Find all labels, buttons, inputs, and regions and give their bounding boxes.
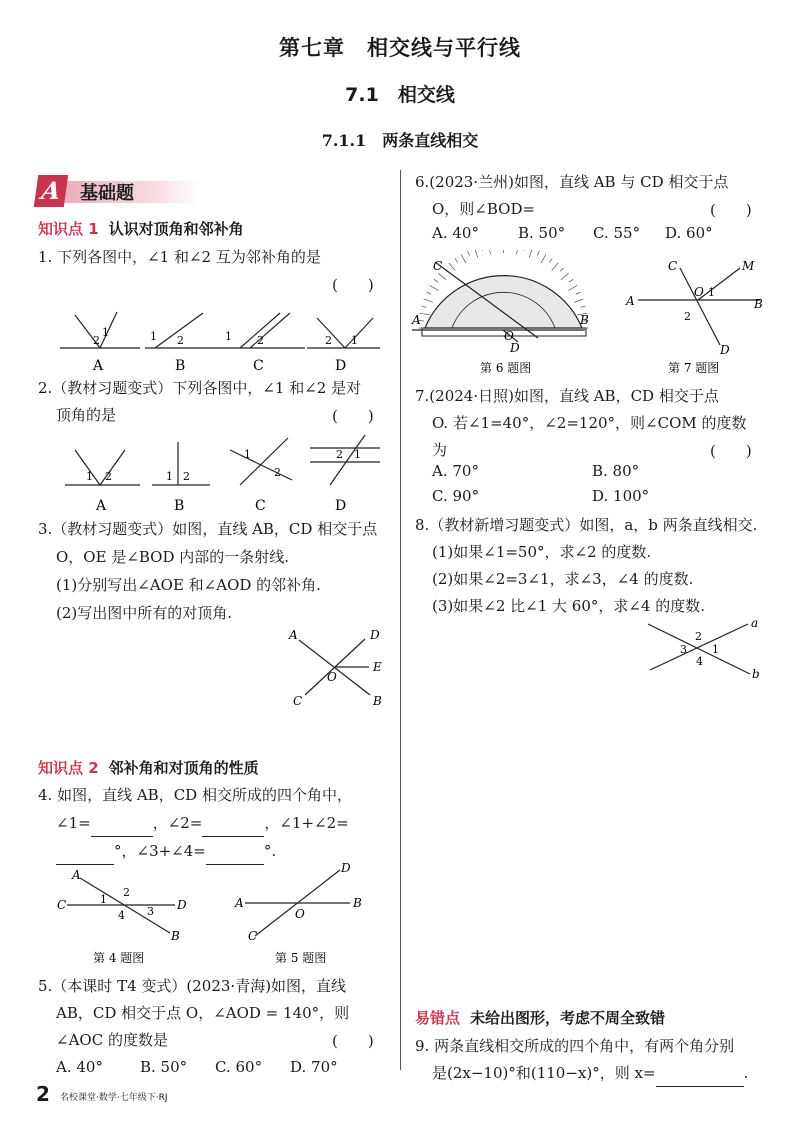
svg-text:C: C xyxy=(433,259,443,273)
svg-text:C: C xyxy=(668,259,678,273)
q7-option-a[interactable]: A. 70° xyxy=(432,462,479,480)
q1-option-c: C xyxy=(253,358,264,374)
q5-option-a[interactable]: A. 40° xyxy=(56,1058,103,1076)
q3-sub1: (1)分别写出∠AOE 和∠AOD 的邻补角. xyxy=(56,576,321,594)
q2-line1: 2.（教材习题变式）下列各图中，∠1 和∠2 是对 xyxy=(38,379,362,397)
svg-text:1: 1 xyxy=(150,330,157,343)
svg-text:D: D xyxy=(720,343,730,357)
q6-answer-paren[interactable]: ( ) xyxy=(710,201,752,219)
svg-text:O: O xyxy=(327,670,337,684)
q2-figure-d xyxy=(310,435,380,485)
svg-text:1: 1 xyxy=(244,448,251,461)
kp1-tag: 知识点 1 xyxy=(38,220,99,238)
kp2-tag: 知识点 2 xyxy=(38,759,99,777)
q1-figure-c xyxy=(225,313,305,348)
q7-figure xyxy=(620,250,790,380)
svg-text:B: B xyxy=(353,896,362,910)
error-point-title: 未给出图形，考虑不周全致错 xyxy=(470,1009,666,1027)
q4-line1: 4. 如图，直线 AB，CD 相交所成的四个角中， xyxy=(38,786,352,804)
banner-letter: A xyxy=(34,175,68,207)
svg-text:1: 1 xyxy=(712,643,719,656)
q2-option-d: D xyxy=(335,498,347,514)
q1-answer-paren[interactable]: ( ) xyxy=(332,276,374,294)
svg-text:A: A xyxy=(289,628,298,642)
svg-text:4: 4 xyxy=(118,909,125,922)
svg-text:1: 1 xyxy=(351,334,358,347)
banner-text: 基础题 xyxy=(80,183,134,204)
q1-figure-d xyxy=(307,318,380,348)
q5-figure xyxy=(234,861,362,943)
q6-option-c[interactable]: C. 55° xyxy=(593,224,641,242)
q7-caption: 第 7 题图 xyxy=(668,361,720,375)
q4-line2: ∠1= ，∠2= ，∠1+∠2= xyxy=(56,811,349,837)
q3-line2: O，OE 是∠BOD 内部的一条射线. xyxy=(56,548,290,566)
svg-text:3: 3 xyxy=(147,905,154,918)
column-divider xyxy=(400,170,401,1070)
svg-text:2: 2 xyxy=(123,886,130,899)
svg-text:C: C xyxy=(57,898,67,912)
kp2-title: 邻补角和对顶角的性质 xyxy=(108,759,259,777)
svg-text:2: 2 xyxy=(336,448,343,461)
chapter-title: 第七章 相交线与平行线 xyxy=(279,36,521,60)
section-title: 7.1 相交线 xyxy=(345,84,455,106)
q1-figure-a xyxy=(60,312,140,348)
q8-sub1: (1)如果∠1=50°，求∠2 的度数. xyxy=(432,543,652,561)
q8-sub3: (3)如果∠2 比∠1 大 60°，求∠4 的度数. xyxy=(432,597,706,615)
svg-text:B: B xyxy=(754,297,763,311)
q2-figure-a xyxy=(65,450,140,485)
q1-option-d: D xyxy=(335,358,347,374)
svg-text:1: 1 xyxy=(166,470,173,483)
q5-option-d[interactable]: D. 70° xyxy=(290,1058,338,1076)
q2-figures xyxy=(60,430,385,515)
svg-text:4: 4 xyxy=(696,655,703,668)
q8-line1: 8.（教材新增习题变式）如图，a，b 两条直线相交. xyxy=(415,516,758,534)
q2-option-a: A xyxy=(96,498,107,514)
q3-figure xyxy=(285,625,395,715)
q4-blank-2[interactable] xyxy=(202,811,264,837)
q5-line2: AB，CD 相交于点 O，∠AOD = 140°，则 xyxy=(56,1004,350,1022)
svg-text:2: 2 xyxy=(257,334,264,347)
q2-line2: 顶角的是 xyxy=(56,406,117,424)
q6-option-b[interactable]: B. 50° xyxy=(518,224,566,242)
page-number: 2 xyxy=(36,1082,50,1106)
q9-blank[interactable] xyxy=(656,1061,744,1087)
svg-text:1: 1 xyxy=(225,330,232,343)
subsection-title: 7.1.1 两条直线相交 xyxy=(321,131,479,150)
q5-answer-paren[interactable]: ( ) xyxy=(332,1032,374,1050)
svg-text:O: O xyxy=(295,907,305,921)
q7-option-d[interactable]: D. 100° xyxy=(592,487,650,505)
q8-sub2: (2)如果∠2=3∠1，求∠3，∠4 的度数. xyxy=(432,570,694,588)
error-point xyxy=(415,1007,665,1028)
q5-option-b[interactable]: B. 50° xyxy=(140,1058,188,1076)
q6-caption: 第 6 题图 xyxy=(480,361,532,375)
svg-text:2: 2 xyxy=(684,310,691,323)
q7-answer-paren[interactable]: ( ) xyxy=(710,442,752,460)
q4-caption: 第 4 题图 xyxy=(93,951,145,965)
svg-text:O: O xyxy=(504,329,514,343)
svg-text:1: 1 xyxy=(86,470,93,483)
svg-text:1: 1 xyxy=(708,286,715,299)
svg-text:1: 1 xyxy=(102,326,109,339)
svg-text:2: 2 xyxy=(695,630,702,643)
q2-option-b: B xyxy=(174,498,185,514)
q5-option-c[interactable]: C. 60° xyxy=(215,1058,263,1076)
svg-text:B: B xyxy=(580,313,589,327)
q4-line3: °，∠3+∠4= °. xyxy=(56,839,276,865)
svg-text:C: C xyxy=(248,929,258,943)
q6-protractor-figure xyxy=(410,250,590,380)
svg-text:1: 1 xyxy=(100,893,107,906)
svg-text:2: 2 xyxy=(325,334,332,347)
svg-text:b: b xyxy=(752,667,760,681)
svg-text:1: 1 xyxy=(354,448,361,461)
q7-line3: 为 xyxy=(432,441,448,459)
svg-text:C: C xyxy=(293,694,303,708)
svg-text:A: A xyxy=(412,313,421,327)
svg-text:D: D xyxy=(510,341,520,355)
q5-line3: ∠AOC 的度数是 xyxy=(56,1031,168,1049)
q6-line2: O，则∠BOD= xyxy=(432,200,536,218)
q7-option-b[interactable]: B. 80° xyxy=(592,462,640,480)
knowledge-point-2 xyxy=(38,757,259,778)
kp1-title: 认识对顶角和邻补角 xyxy=(108,220,244,238)
svg-text:D: D xyxy=(177,898,187,912)
q2-figure-c xyxy=(230,438,292,485)
q5-caption: 第 5 题图 xyxy=(275,951,327,965)
q7-line1: 7.(2024·日照)如图，直线 AB，CD 相交于点 xyxy=(415,387,719,405)
q3-line1: 3.（教材习题变式）如图，直线 AB，CD 相交于点 xyxy=(38,520,378,538)
q7-line2: O. 若∠1=40°，∠2=120°，则∠COM 的度数 xyxy=(432,414,747,432)
q2-figure-b xyxy=(152,442,210,485)
svg-text:E: E xyxy=(373,660,382,674)
basic-questions-banner xyxy=(36,175,206,207)
q3-sub2: (2)写出图中所有的对顶角. xyxy=(56,604,233,622)
svg-text:2: 2 xyxy=(177,334,184,347)
q5-line1: 5.（本课时 T4 变式）(2023·青海)如图，直线 xyxy=(38,977,347,995)
q9-line1: 9. 两条直线相交所成的四个角中，有两个角分别 xyxy=(415,1037,735,1055)
svg-text:a: a xyxy=(751,616,759,630)
footer-text: 名校课堂·数学·七年级下·RJ xyxy=(60,1093,168,1103)
q1-option-b: B xyxy=(175,358,186,374)
q6-line1: 6.(2023·兰州)如图，直线 AB 与 CD 相交于点 xyxy=(415,173,729,191)
svg-text:2: 2 xyxy=(183,470,190,483)
svg-text:O: O xyxy=(694,285,704,299)
svg-text:B: B xyxy=(373,694,382,708)
q8-figure xyxy=(640,612,775,687)
q6-option-a[interactable]: A. 40° xyxy=(432,224,479,242)
q4-q5-figures xyxy=(55,858,385,968)
q1-option-a: A xyxy=(93,358,104,374)
q4-figure xyxy=(57,868,187,943)
svg-text:B: B xyxy=(171,929,180,943)
svg-text:2: 2 xyxy=(105,470,112,483)
svg-text:D: D xyxy=(370,628,380,642)
svg-text:M: M xyxy=(742,259,755,273)
svg-text:2: 2 xyxy=(274,466,281,479)
svg-text:A: A xyxy=(72,868,81,882)
q1-figures xyxy=(55,310,385,375)
q6-option-d[interactable]: D. 60° xyxy=(665,224,713,242)
q9-line2: 是(2x−10)°和(110−x)°，则 x= . xyxy=(432,1061,748,1087)
svg-text:2: 2 xyxy=(93,334,100,347)
q2-answer-paren[interactable]: ( ) xyxy=(332,407,374,425)
svg-text:D: D xyxy=(341,861,351,875)
svg-text:3: 3 xyxy=(680,643,687,656)
error-point-tag: 易错点 xyxy=(415,1009,461,1027)
q7-option-c[interactable]: C. 90° xyxy=(432,487,480,505)
svg-text:A: A xyxy=(626,294,635,308)
q1-figure-b xyxy=(145,313,225,348)
svg-text:A: A xyxy=(235,896,244,910)
q2-option-c: C xyxy=(255,498,266,514)
knowledge-point-1 xyxy=(38,218,244,239)
q4-blank-1[interactable] xyxy=(91,811,153,837)
q1-text: 1. 下列各图中，∠1 和∠2 互为邻补角的是 xyxy=(38,248,321,266)
